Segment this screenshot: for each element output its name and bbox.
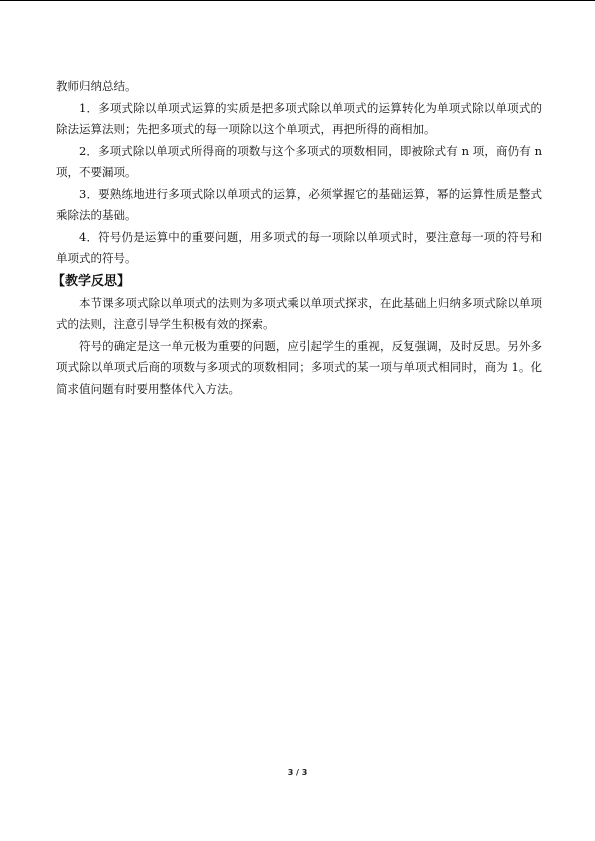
header-rule — [0, 0, 595, 1]
summary-point-2: 2．多项式除以单项式所得商的项数与这个多项式的项数相同，即被除式有 n 项，商仍有 n 项，不要漏项。 — [56, 143, 542, 179]
summary-point-4: 4．符号仍是运算中的重要问题，用多项式的每一项除以单项式时，要注意每一项的符号和单项式的符号。 — [56, 229, 542, 265]
intro-paragraph: 教师归纳总结。 — [56, 79, 137, 93]
reflection-paragraph-2: 符号的确定是这一单元极为重要的问题，应引起学生的重视，反复强调，及时反思。另外多项式除以单项式后商的项数与多项式的项数相同；多项式的某一项与单项式相同时，商为 1。化简求值问题有时要用整体代入方法。 — [56, 338, 542, 396]
summary-point-1: 1．多项式除以单项式运算的实质是把多项式除以单项式的运算转化为单项式除以单项式的除法运算法则；先把多项式的每一项除以这个单项式，再把所得的商相加。 — [56, 100, 542, 136]
reflection-paragraph-1: 本节课多项式除以单项式的法则为多项式乘以单项式探求，在此基础上归纳多项式除以单项式的法则，注意引导学生积极有效的探索。 — [56, 295, 542, 331]
document-body — [52, 76, 542, 400]
reflection-heading: 【教学反思】 — [52, 273, 131, 289]
page-number: 3 / 3 — [287, 768, 308, 777]
summary-point-3: 3．要熟练地进行多项式除以单项式的运算，必须掌握它的基础运算，幂的运算性质是整式乘除法的基础。 — [56, 186, 542, 222]
